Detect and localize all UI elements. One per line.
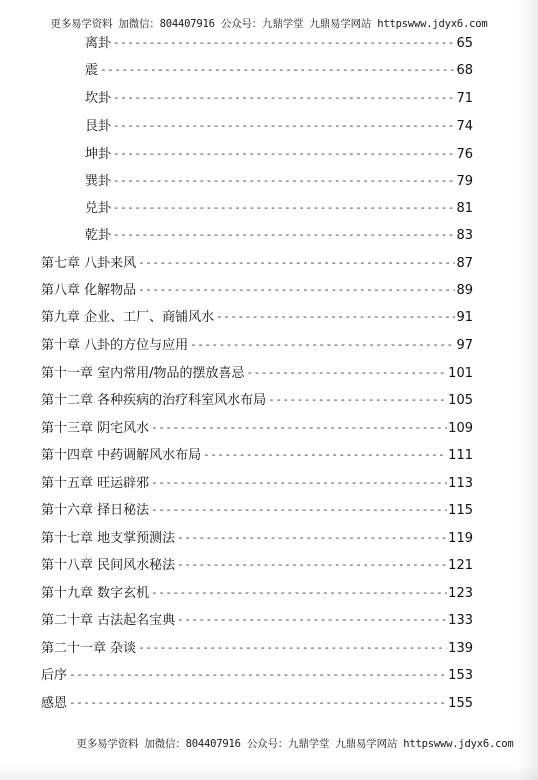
toc-page-number: 74	[456, 119, 473, 134]
dot-leader	[247, 365, 448, 381]
dot-leader	[113, 146, 455, 162]
toc-entry-label: 第十三章 阴宅风水	[41, 421, 150, 436]
toc-page-number: 89	[456, 283, 473, 298]
toc-entry[interactable]	[41, 502, 473, 519]
header-watermark: 更多易学资料 加微信：804407916 公众号：九鼎学堂 九鼎易学网站 httpswww.jdyx6.com	[50, 18, 488, 30]
toc-entry-label: 第十一章 室内常用/物品的摆放喜忌	[41, 366, 245, 381]
dot-leader	[138, 282, 455, 298]
dot-leader	[113, 35, 455, 51]
toc-entry-label: 第八章 化解物品	[41, 283, 137, 298]
toc-entry-label: 第二十一章 杂谈	[41, 641, 137, 656]
toc-page-number: 113	[448, 476, 473, 491]
toc-entry-label: 第九章 企业、工厂、商铺风水	[41, 310, 215, 325]
dot-leader	[268, 392, 447, 408]
toc-page-number: 97	[456, 338, 473, 353]
toc-page-number: 115	[448, 503, 473, 518]
dot-leader	[177, 612, 447, 628]
toc-page-number: 123	[448, 586, 473, 601]
toc-entry-label: 第十章 八卦的方位与应用	[41, 338, 189, 353]
dot-leader	[190, 337, 455, 353]
toc-entry-label: 第二十章 古法起名宝典	[41, 613, 176, 628]
toc-page-number: 121	[448, 558, 473, 573]
toc-entry[interactable]	[41, 695, 473, 712]
toc-entry[interactable]	[85, 90, 473, 107]
toc-entry-label: 后序	[41, 668, 68, 683]
dot-leader	[151, 585, 447, 601]
toc-page-number: 105	[448, 393, 473, 408]
toc-entry[interactable]	[41, 255, 473, 272]
toc-entry[interactable]	[41, 337, 473, 354]
toc-entry-label: 坤卦	[85, 147, 112, 162]
toc-entry[interactable]	[41, 530, 473, 547]
toc-page-number: 109	[448, 421, 473, 436]
page-bottom-shadow	[0, 766, 538, 780]
dot-leader	[203, 447, 447, 463]
toc-entry-label: 感恩	[41, 696, 68, 711]
toc-entry-label: 第十七章 地支掌预测法	[41, 531, 176, 546]
toc-page-number: 76	[456, 147, 473, 162]
toc-entry[interactable]	[85, 118, 473, 135]
toc-entry[interactable]	[85, 173, 473, 190]
toc-entry[interactable]	[85, 35, 473, 52]
dot-leader	[151, 502, 447, 518]
dot-leader	[113, 200, 455, 216]
toc-entry-label: 第十六章 择日秘法	[41, 503, 150, 518]
toc-page-number: 119	[448, 531, 473, 546]
toc-entry[interactable]	[41, 420, 473, 437]
toc-entry-label: 巽卦	[85, 174, 112, 189]
dot-leader	[151, 475, 447, 491]
footer-watermark: 更多易学资料 加微信：804407916 公众号：九鼎学堂 九鼎易学网站 httpswww.jdyx6.com	[76, 738, 514, 750]
toc-entry[interactable]	[41, 447, 473, 464]
dot-leader	[151, 420, 447, 436]
toc-entry[interactable]	[85, 146, 473, 163]
dot-leader	[138, 640, 447, 656]
toc-entry-label: 离卦	[85, 36, 112, 51]
toc-page-number: 91	[456, 310, 473, 325]
toc-entry[interactable]	[41, 365, 473, 382]
toc-entry[interactable]	[41, 475, 473, 492]
toc-page-number: 71	[456, 91, 473, 106]
toc-entry[interactable]	[41, 585, 473, 602]
toc-entry-label: 第十五章 旺运辟邪	[41, 476, 150, 491]
toc-page-number: 79	[456, 174, 473, 189]
toc-entry-label: 第十九章 数字玄机	[41, 586, 150, 601]
toc-entry[interactable]	[41, 557, 473, 574]
toc-page-number: 139	[448, 641, 473, 656]
toc-entry[interactable]	[41, 309, 473, 326]
toc-page-number: 155	[448, 696, 473, 711]
toc-entry-label: 第十二章 各种疾病的治疗科室风水布局	[41, 393, 267, 408]
dot-leader	[69, 667, 447, 683]
toc-entry-label: 第七章 八卦来风	[41, 256, 137, 271]
toc-entry[interactable]	[85, 200, 473, 217]
toc-entry-label: 乾卦	[85, 228, 112, 243]
toc-page-number: 153	[448, 668, 473, 683]
toc-entry-label: 艮卦	[85, 119, 112, 134]
dot-leader	[113, 118, 455, 134]
toc-entry[interactable]	[41, 612, 473, 629]
page-edge-shadow	[518, 0, 538, 780]
toc-entry-label: 第十八章 民间风水秘法	[41, 558, 176, 573]
toc-entry[interactable]	[41, 282, 473, 299]
toc-entry[interactable]	[85, 227, 473, 244]
dot-leader	[177, 557, 447, 573]
dot-leader	[113, 227, 455, 243]
toc-entry-label: 震	[85, 63, 99, 78]
dot-leader	[113, 90, 455, 106]
toc-entry-label: 兑卦	[85, 201, 112, 216]
toc-entry[interactable]	[41, 392, 473, 409]
dot-leader	[138, 255, 455, 271]
toc-entry-label: 第十四章 中药调解风水布局	[41, 448, 202, 463]
toc-page-number: 83	[456, 228, 473, 243]
toc-page-number: 68	[456, 63, 473, 78]
toc-page-number: 81	[456, 201, 473, 216]
dot-leader	[100, 62, 455, 78]
toc-entry[interactable]	[41, 667, 473, 684]
toc-page-number: 133	[448, 613, 473, 628]
dot-leader	[69, 695, 447, 711]
dot-leader	[177, 530, 447, 546]
toc-page-number: 87	[456, 256, 473, 271]
toc-entry-label: 坎卦	[85, 91, 112, 106]
toc-page-number: 111	[448, 448, 473, 463]
dot-leader	[216, 309, 455, 325]
dot-leader	[113, 173, 455, 189]
toc-page-number: 101	[448, 366, 473, 381]
toc-entry[interactable]	[41, 640, 473, 657]
toc-page-number: 65	[456, 36, 473, 51]
toc-entry[interactable]	[85, 62, 473, 79]
